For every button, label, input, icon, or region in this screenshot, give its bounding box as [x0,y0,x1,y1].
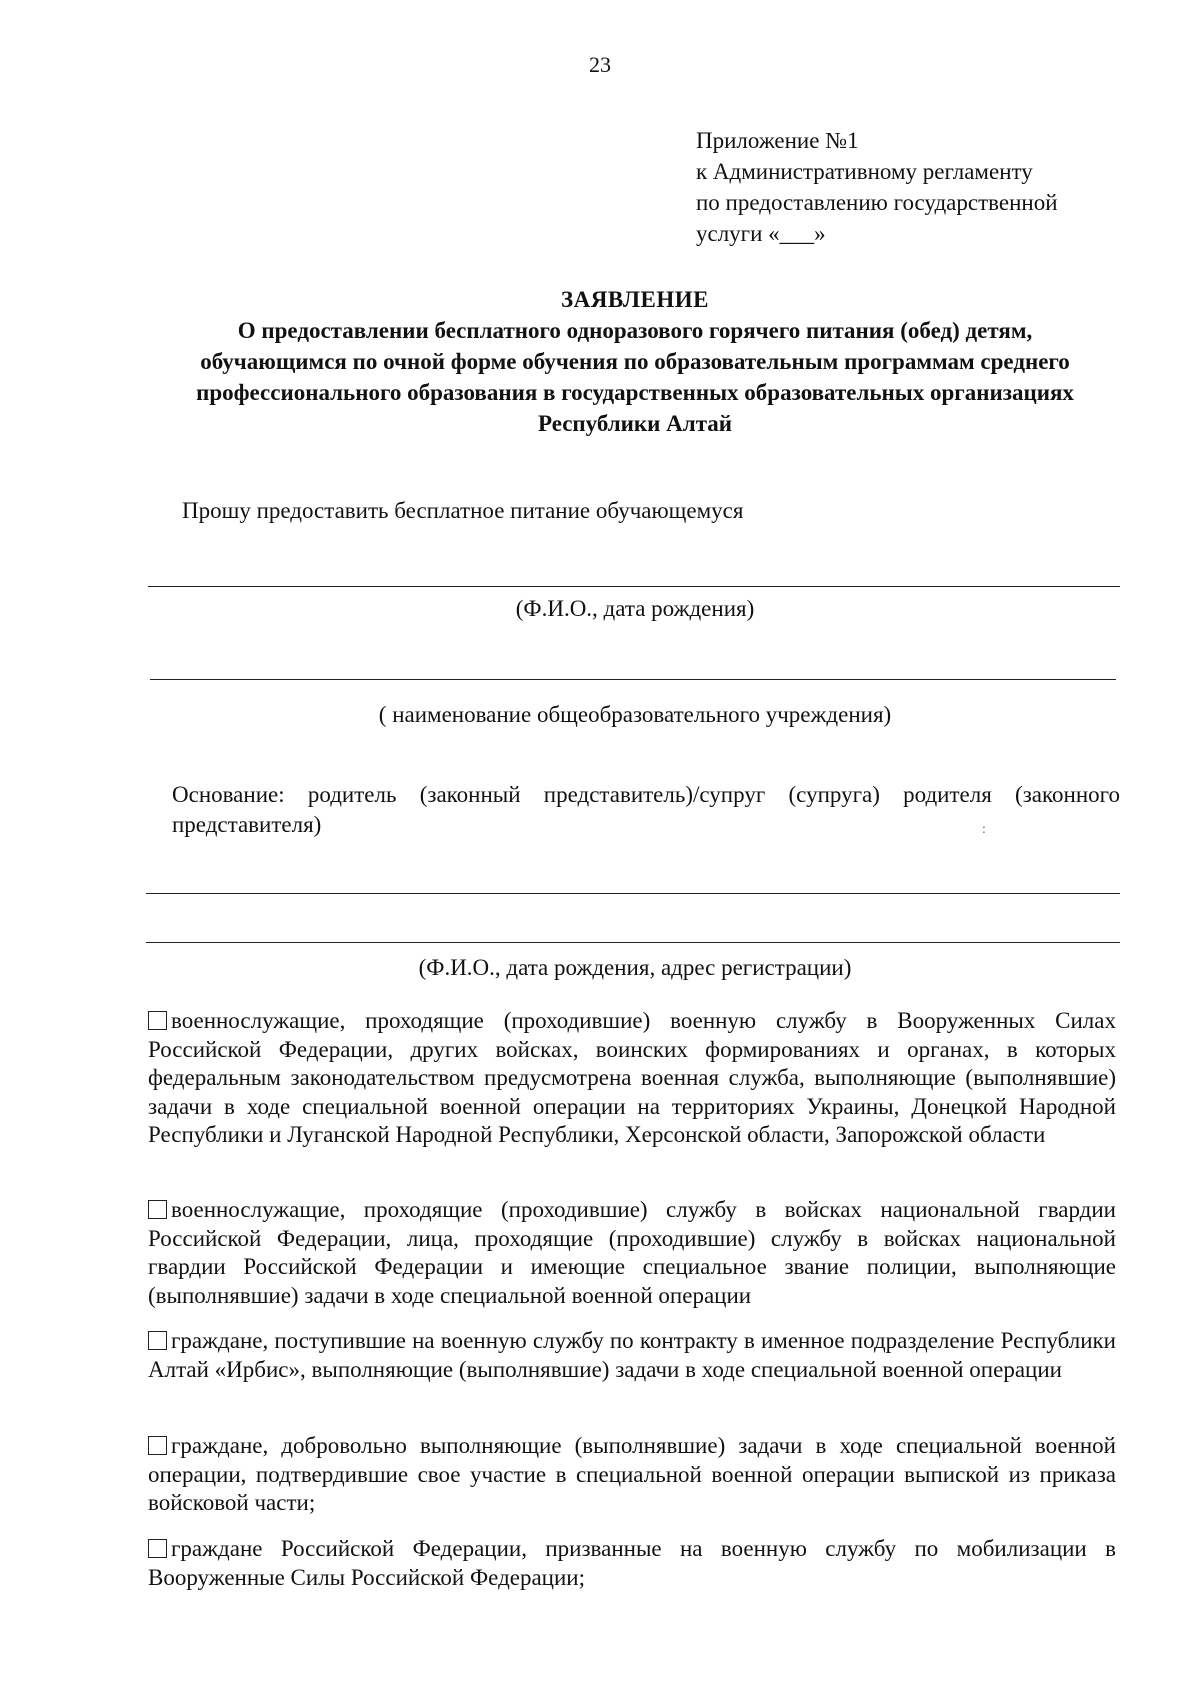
stray-mark: : [982,822,986,837]
title-line-2: обучающимся по очной форме обучения по образовательным программам среднего [200,349,1070,374]
appendix-note [696,125,1058,249]
option-military-service [148,1007,1116,1150]
checkbox-mobilized[interactable] [148,1539,167,1558]
parent-caption: (Ф.И.О., дата рождения, адрес регистрации) [418,955,852,980]
option-mobilized [148,1535,1116,1592]
institution-field[interactable] [150,679,1116,680]
option-text: военнослужащие, проходящие (проходившие) военную службу в Вооруженных Силах Российской Федерации, других войсках, воинских формированиях и органах, в которых федеральным законодательством предусмотрена военная служба, выполняющие (выполнявшие) задачи в ходе специальной военной операции на территориях Украины, Донецкой Народной Республики и Луганской Народной Республики, Херсонской области, Запорожской области [148,1008,1116,1147]
institution-caption: ( наименование общеобразовательного учреждения) [378,702,892,727]
option-text: граждане, добровольно выполняющие (выполнявшие) задачи в ходе специальной военной операции, подтвердившие свое участие в специальной военной операции выпиской из приказа войсковой части; [148,1433,1116,1515]
option-irbis-unit [148,1327,1116,1384]
title-line-1: О предоставлении бесплатного одноразового горячего питания (обед) детям, [237,318,1033,343]
appendix-line-1: Приложение №1 [696,128,859,153]
checkbox-military-service[interactable] [148,1011,167,1030]
title-line-4: Республики Алтай [537,411,733,436]
student-name-field[interactable] [148,586,1120,587]
option-text: военнослужащие, проходящие (проходившие) службу в войсках национальной гвардии Российской Федерации, лица, проходящие (проходившие) службу в войсках национальной гвардии Российской Федерации и имеющие специальное звание полиции, выполняющие (выполнявшие) задачи в ходе специальной военной операции [148,1197,1116,1308]
option-national-guard [148,1196,1116,1310]
parent-name-field-1[interactable] [146,893,1120,894]
basis-line-1: Основание: родитель (законный представитель)/супруг (супруга) родителя (законного [172,782,1120,807]
checkbox-national-guard[interactable] [148,1200,167,1219]
parent-name-field-2[interactable] [146,942,1120,943]
basis-line-2: представителя) [172,812,322,837]
title-line-3: профессионального образования в государственных образовательных организациях [196,380,1074,405]
page-number: 23 [589,52,611,77]
appendix-line-4: услуги «___» [696,221,826,246]
title-heading: ЗАЯВЛЕНИЕ [561,287,709,312]
option-text: граждане, поступившие на военную службу по контракту в именное подразделение Республики Алтай «Ирбис», выполняющие (выполнявшие) задачи в ходе специальной военной операции [148,1328,1116,1382]
basis-text [172,780,1120,840]
appendix-line-3: по предоставлению государственной [696,190,1058,215]
option-volunteers [148,1432,1116,1518]
checkbox-irbis-unit[interactable] [148,1331,167,1350]
request-text: Прошу предоставить бесплатное питание обучающемуся [182,498,744,523]
appendix-line-2: к Административному регламенту [696,159,1033,184]
document-title [130,284,1140,439]
option-text: граждане Российской Федерации, призванные на военную службу по мобилизации в Вооруженные Силы Российской Федерации; [148,1536,1116,1590]
student-name-caption: (Ф.И.О., дата рождения) [515,596,755,621]
checkbox-volunteers[interactable] [148,1436,167,1455]
